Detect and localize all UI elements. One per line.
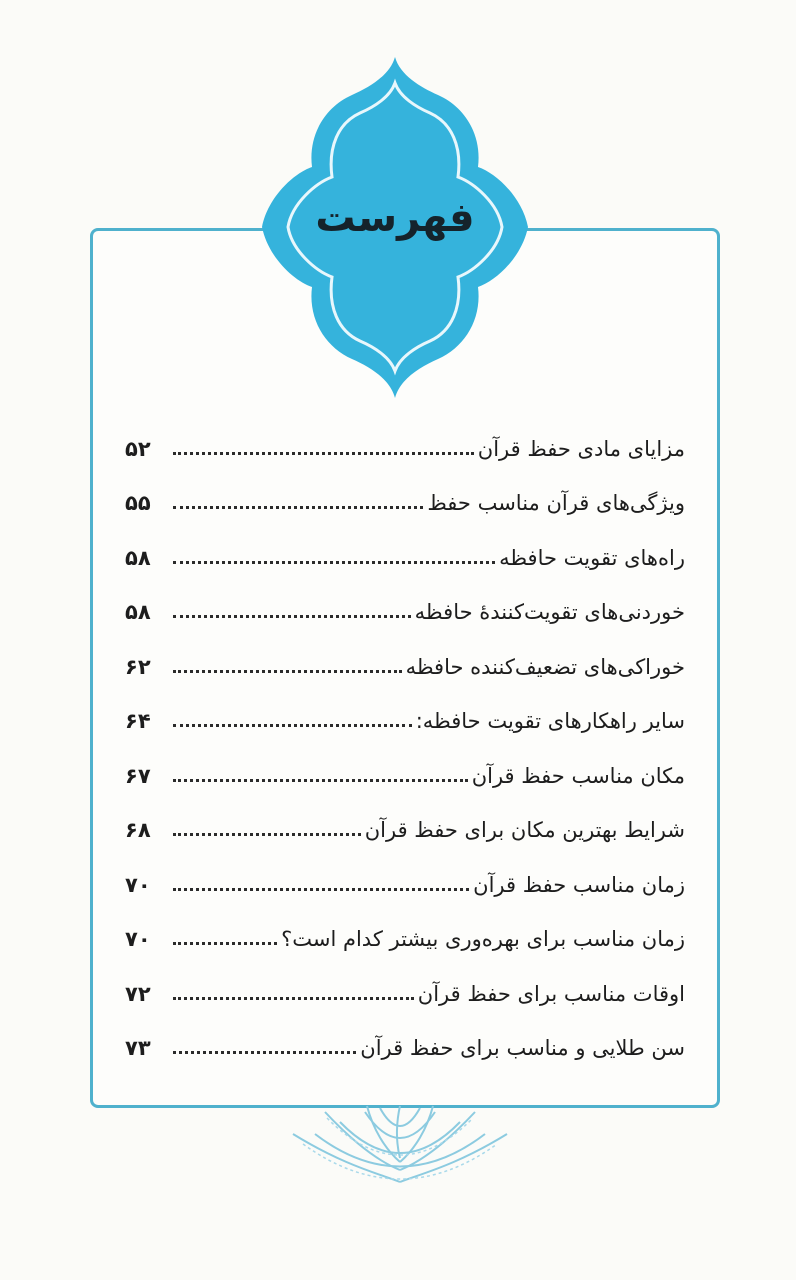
toc-leader-dots: [173, 833, 361, 836]
toc-leader-dots: [173, 724, 412, 727]
toc-page-number: ۵۸: [125, 600, 151, 624]
footer-mandala-ornament: [285, 1104, 515, 1184]
toc-row[interactable]: [125, 630, 685, 685]
toc-page-number: ۶۲: [125, 654, 151, 679]
toc-title: اوقات مناسب برای حفظ قرآن: [417, 981, 685, 1006]
toc-leader-dots: [173, 615, 411, 618]
toc-leader-dots: [173, 506, 423, 509]
toc-row[interactable]: [125, 957, 685, 1012]
toc-title: سن طلایی و مناسب برای حفظ قرآن: [360, 1036, 685, 1060]
toc-title: خوراکی‌های تضعیف‌کننده حافظه: [405, 654, 685, 679]
toc-row[interactable]: [125, 794, 685, 849]
toc-leader-dots: [173, 997, 414, 1000]
toc-page-number: ۷۰: [125, 872, 151, 897]
toc-leader-dots: [173, 942, 277, 945]
toc-title: مکان مناسب حفظ قرآن: [471, 763, 685, 788]
toc-row[interactable]: [125, 576, 685, 631]
toc-page-number: ۷۲: [125, 981, 151, 1006]
toc-page-number: ۶۴: [125, 709, 151, 733]
toc-row[interactable]: [125, 412, 685, 467]
toc-row[interactable]: [125, 739, 685, 794]
toc-leader-dots: [173, 670, 402, 673]
toc-leader-dots: [173, 561, 495, 564]
toc-row[interactable]: [125, 685, 685, 740]
toc-row[interactable]: [125, 1012, 685, 1067]
toc-row[interactable]: [125, 903, 685, 958]
toc-page-number: ۷۰: [125, 927, 151, 951]
toc-row[interactable]: [125, 521, 685, 576]
toc-page-number: ۶۷: [125, 763, 151, 788]
toc-title: ویژگی‌های قرآن مناسب حفظ: [427, 491, 685, 515]
toc-title: زمان مناسب برای بهره‌وری بیشتر کدام است؟: [281, 927, 685, 951]
page-title: فهرست: [315, 195, 475, 241]
toc-page-number: ۵۸: [125, 545, 151, 570]
toc-leader-dots: [173, 452, 474, 455]
table-of-contents: [125, 412, 685, 1066]
toc-page-number: ۷۳: [125, 1036, 151, 1060]
toc-page-number: ۶۸: [125, 818, 151, 842]
toc-row[interactable]: [125, 467, 685, 522]
toc-row[interactable]: [125, 848, 685, 903]
toc-page-number: ۵۵: [125, 491, 151, 515]
toc-title: مزایای مادی حفظ قرآن: [477, 436, 685, 461]
toc-title: راه‌های تقویت حافظه: [499, 545, 685, 570]
toc-page-number: ۵۲: [125, 436, 151, 461]
toc-leader-dots: [173, 779, 468, 782]
toc-title: شرایط بهترین مکان برای حفظ قرآن: [364, 818, 685, 842]
toc-title: خوردنی‌های تقویت‌کنندهٔ حافظه: [414, 600, 685, 624]
toc-leader-dots: [173, 1051, 356, 1054]
toc-leader-dots: [173, 888, 469, 891]
toc-title: سایر راهکارهای تقویت حافظه:: [415, 709, 685, 733]
toc-title: زمان مناسب حفظ قرآن: [473, 872, 685, 897]
